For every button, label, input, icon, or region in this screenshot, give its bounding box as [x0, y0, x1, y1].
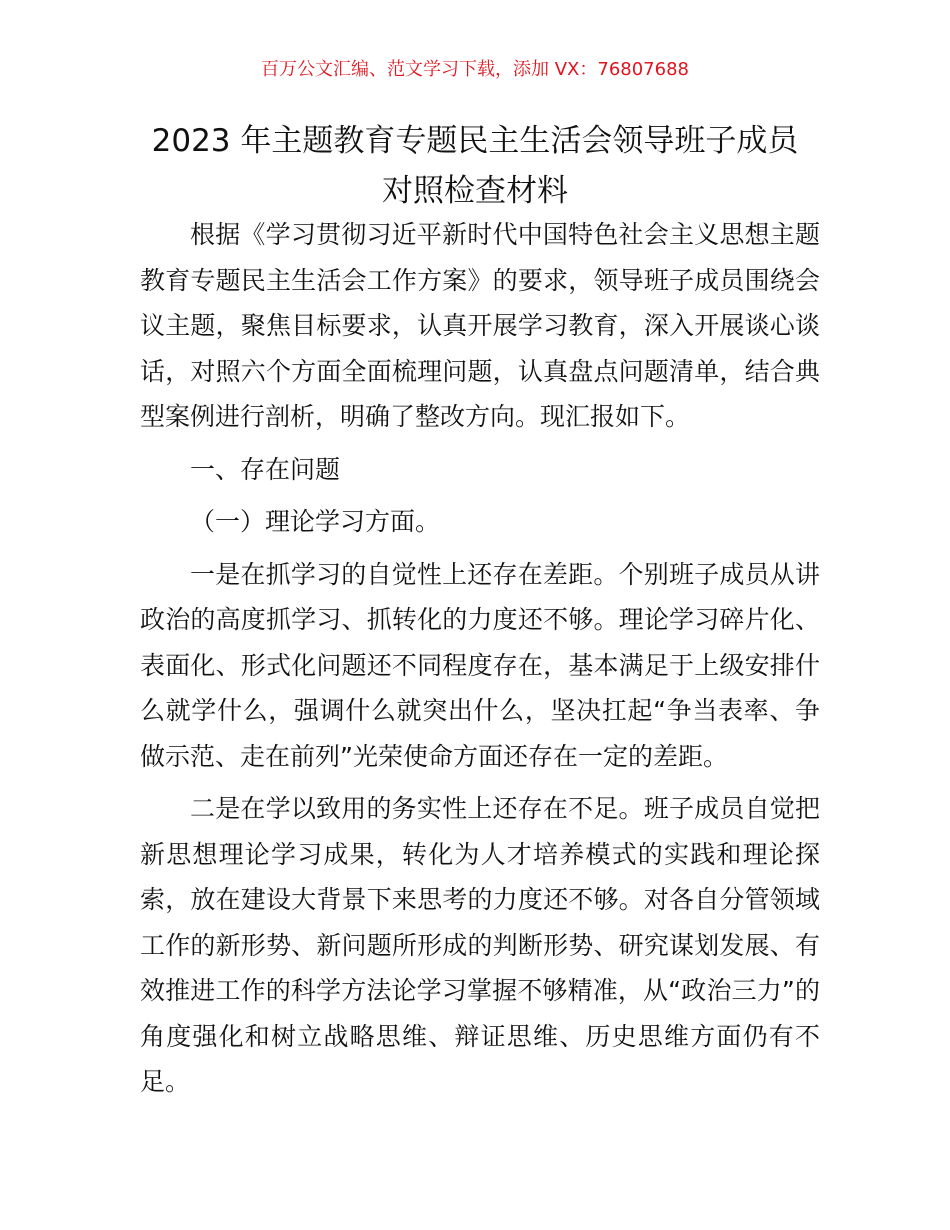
title-line-1: 2023 年主题教育专题民主生活会领导班子成员 [151, 123, 799, 159]
intro-paragraph: 根据《学习贯彻习近平新时代中国特色社会主义思想主题教育专题民主生活会工作方案》的要求，领导班子成员围绕会议主题，聚焦目标要求，认真开展学习教育，深入开展谈心谈话，对照六个方面全面梳理问题，认真盘点问题清单，结合典型案例进行剖析，明确了整改方向。现汇报如下。 [140, 220, 820, 431]
header-watermark-note: 百万公文汇编、范文学习下载，添加 VX：76807688 [261, 59, 689, 80]
issue-paragraph-2: 二是在学以致用的务实性上还存在不足。班子成员自觉把新思想理论学习成果，转化为人才培养模式的实践和理论探索，放在建设大背景下来思考的力度还不够。对各自分管领域工作的新形势、新问题所形成的判断形势、研究谋划发展、有效推进工作的科学方法论学习掌握不够精准，从“政治三力”的角度强化和树立战略思维、辩证思维、历史思维方面仍有不足。 [140, 794, 820, 1096]
document-body [140, 212, 820, 1105]
issue-paragraph-1: 一是在抓学习的自觉性上还存在差距。个别班子成员从讲政治的高度抓学习、抓转化的力度还不够。理论学习碎片化、表面化、形式化问题还不同程度存在，基本满足于上级安排什么就学什么，强调什么就突出什么，坚决扛起“争当表率、争做示范、走在前列”光荣使命方面还存在一定的差距。 [140, 559, 820, 771]
section-heading: 一、存在问题 [190, 454, 341, 484]
document-title [100, 116, 850, 216]
subsection-heading: （一）理论学习方面。 [190, 507, 441, 536]
title-line-2: 对照检查材料 [382, 173, 568, 209]
